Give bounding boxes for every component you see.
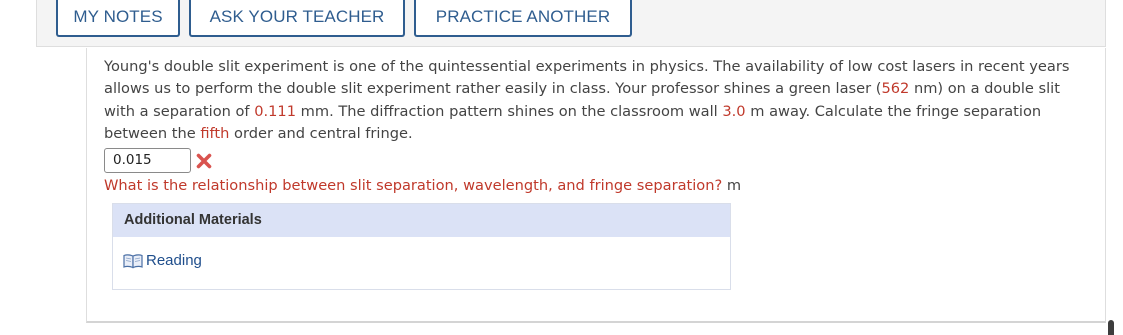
question-text-part: mm. The diffraction pattern shines on the classroom wall <box>296 102 723 120</box>
wall-distance-value: 3.0 <box>722 102 746 120</box>
question-text-part: order and central fringe. <box>229 125 413 143</box>
feedback-text: What is the relationship between slit separation, wavelength, and fringe separation? <box>104 177 723 194</box>
question-text-part: Young's double slit experiment is one of the quintessential experiments in physics. The availability of low cost lasers in recent years allows us to perform the double slit experiment rather easily in class. Your professor shines a green laser ( <box>104 58 1070 98</box>
x-mark-icon <box>195 152 213 170</box>
question-text-part: nm) on a double slit with a separation of <box>104 80 1060 120</box>
question-text-part: m away. Calculate the fringe separation between the <box>104 102 1042 143</box>
answer-input[interactable]: 0.015 <box>104 148 191 173</box>
my-notes-button[interactable]: MY NOTES <box>56 0 180 37</box>
slit-separation-value: 0.111 <box>254 102 296 120</box>
answer-unit: m <box>726 177 742 194</box>
additional-materials-heading: Additional Materials <box>113 204 730 237</box>
additional-materials-box <box>112 203 731 290</box>
feedback-hint <box>104 177 741 194</box>
reading-link-label: Reading <box>146 252 202 269</box>
book-icon <box>123 253 143 269</box>
page-scrollbar[interactable] <box>1108 320 1114 335</box>
wavelength-value: 562 <box>881 80 910 98</box>
fringe-order-value: fifth <box>200 125 230 143</box>
question-text <box>104 56 1079 146</box>
practice-another-button[interactable]: PRACTICE ANOTHER <box>414 0 632 37</box>
ask-your-teacher-button[interactable]: ASK YOUR TEACHER <box>189 0 405 37</box>
reading-link[interactable] <box>123 252 202 269</box>
